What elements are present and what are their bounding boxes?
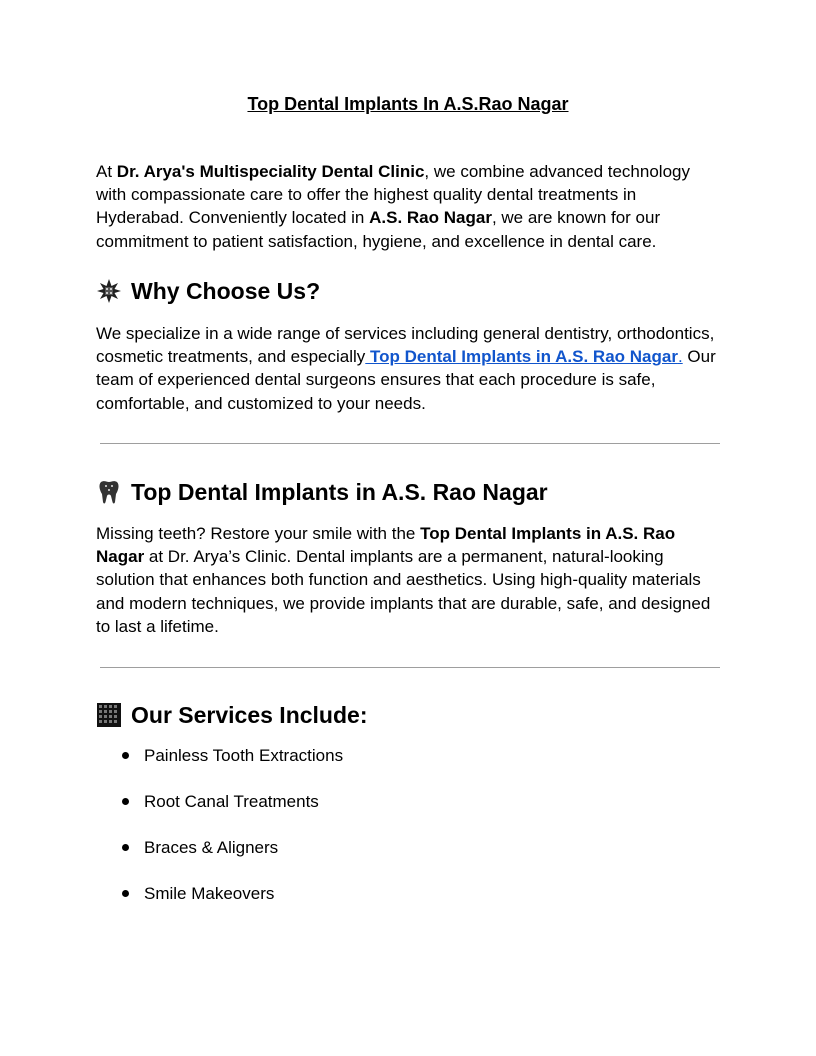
service-item-text: Root Canal Treatments bbox=[144, 792, 319, 811]
implants-text-2: at Dr. Arya’s Clinic. Dental implants are a permanent, natural-looking solution that enhances both function and aesthetics. Using high-quality materials and modern techniques, we provide implants that are durable, safe, and designed to last a lifetime. bbox=[96, 547, 711, 636]
why-choose-heading bbox=[96, 276, 720, 306]
implants-heading-text: Top Dental Implants in A.S. Rao Nagar bbox=[131, 479, 548, 505]
bullet-icon bbox=[122, 798, 129, 805]
divider-1 bbox=[100, 443, 720, 444]
intro-location: A.S. Rao Nagar bbox=[369, 208, 492, 228]
intro-paragraph bbox=[96, 160, 720, 253]
list-item bbox=[96, 744, 720, 790]
implants-paragraph bbox=[96, 522, 720, 638]
tooth-icon bbox=[96, 479, 122, 505]
why-choose-heading-text: Why Choose Us? bbox=[131, 278, 321, 304]
implants-text-1: Missing teeth? Restore your smile with the bbox=[96, 524, 421, 543]
bullet-icon bbox=[122, 890, 129, 897]
divider-2 bbox=[100, 667, 720, 668]
bullet-icon bbox=[122, 752, 129, 759]
services-heading-text: Our Services Include: bbox=[131, 702, 368, 728]
why-text-1: We specialize in a wide range of services including general dentistry, orthodontics, cosmetic treatments, and especially bbox=[96, 324, 715, 367]
list-item bbox=[96, 882, 720, 928]
grid-icon bbox=[96, 702, 122, 728]
intro-text-1: At bbox=[96, 162, 117, 181]
intro-text-2: , we combine advanced technology with compassionate care to offer the highest quality dental treatments in Hyderabad. Conveniently located in bbox=[96, 162, 690, 228]
dental-implants-link[interactable]: Top Dental Implants in A.S. Rao Nagar bbox=[365, 347, 678, 367]
service-item-text: Braces & Aligners bbox=[144, 838, 279, 857]
implants-heading bbox=[96, 477, 720, 507]
document-title: Top Dental Implants In A.S.Rao Nagar bbox=[247, 94, 569, 114]
implants-bold-text: Top Dental Implants in A.S. Rao Nagar bbox=[96, 524, 676, 567]
intro-clinic-name: Dr. Arya's Multispeciality Dental Clinic bbox=[116, 162, 425, 181]
list-item bbox=[96, 790, 720, 836]
intro-text-3: , we are known for our commitment to patient satisfaction, hygiene, and excellence in dental care. bbox=[96, 208, 661, 251]
bullet-icon bbox=[122, 844, 129, 851]
services-heading bbox=[96, 700, 720, 730]
list-item bbox=[96, 836, 720, 882]
service-item-text: Painless Tooth Extractions bbox=[144, 746, 344, 765]
services-list bbox=[96, 744, 720, 928]
dental-implants-link-dot[interactable]: . bbox=[677, 347, 683, 367]
why-choose-paragraph bbox=[96, 322, 720, 415]
why-text-2: Our team of experienced dental surgeons ensures that each procedure is safe, comfortable, and customized to your needs. bbox=[96, 347, 716, 413]
service-item-text: Smile Makeovers bbox=[144, 884, 275, 903]
sparkle-tooth-icon bbox=[96, 278, 122, 304]
